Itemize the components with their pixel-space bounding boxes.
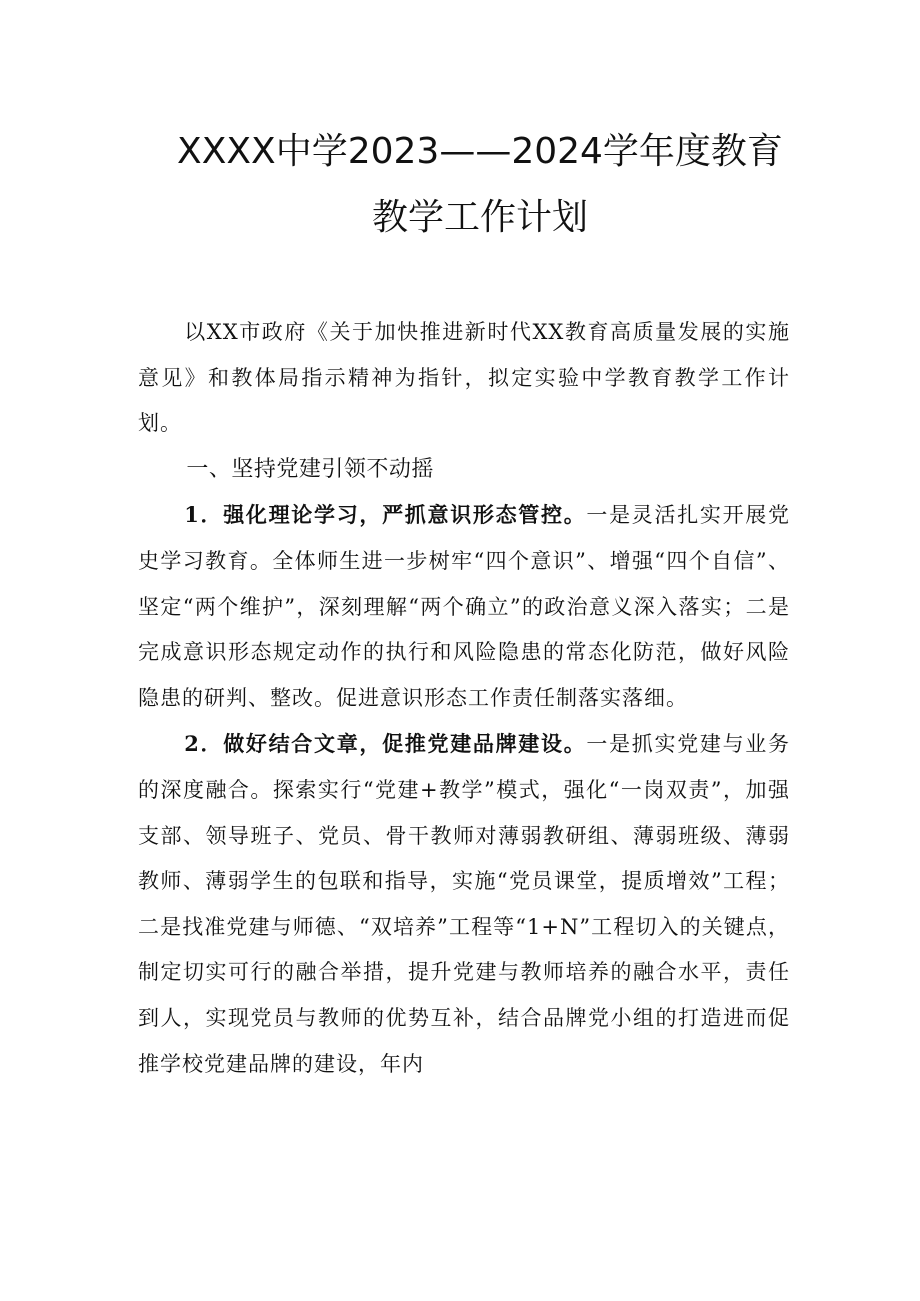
section-heading: 一、坚持党建引领不动摇 bbox=[186, 456, 434, 482]
item-2-lead: 2．做好结合文章，促推党建品牌建设。 bbox=[184, 731, 587, 757]
paragraph-item-1 bbox=[138, 492, 790, 721]
paragraph-item-2 bbox=[138, 721, 790, 1087]
item-1-lead: 1．强化理论学习，严抓意识形态管控。 bbox=[184, 502, 587, 528]
item-1-text: 一是灵活扎实开展党史学习教育。全体师生进一步树牢“四个意识”、增强“四个自信”、坚定“两个维护”，深刻理解“两个确立”的政治意义深入落实；二是完成意识形态规定动作的执行和风险隐患的常态化防范，做好风险隐患的研判、整改。促进意识形态工作责任制落实落细。 bbox=[138, 503, 790, 710]
item-2-text: 一是抓实党建与业务的深度融合。探索实行“党建+教学”模式，强化“一岗双责”，加强支部、领导班子、党员、骨干教师对薄弱教研组、薄弱班级、薄弱教师、薄弱学生的包联和指导，实施“党员课堂，提质增效”工程；二是找准党建与师德、“双培养”工程等“1+N”工程切入的关键点，制定切实可行的融合举措，提升党建与教师培养的融合水平，责任到人，实现党员与教师的优势互补，结合品牌党小组的打造进而促推学校党建品牌的建设，年内 bbox=[138, 732, 790, 1076]
document-title-line-2: 教学工作计划 bbox=[371, 197, 588, 238]
document-body bbox=[138, 310, 790, 1087]
intro-paragraph: 以XX市政府《关于加快推进新时代XX教育高质量发展的实施意见》和教体局指示精神为指针，拟定实验中学教育教学工作计划。 bbox=[138, 320, 790, 436]
document-title-line-1: XXXX中学2023——2024学年度教育 bbox=[177, 131, 783, 172]
